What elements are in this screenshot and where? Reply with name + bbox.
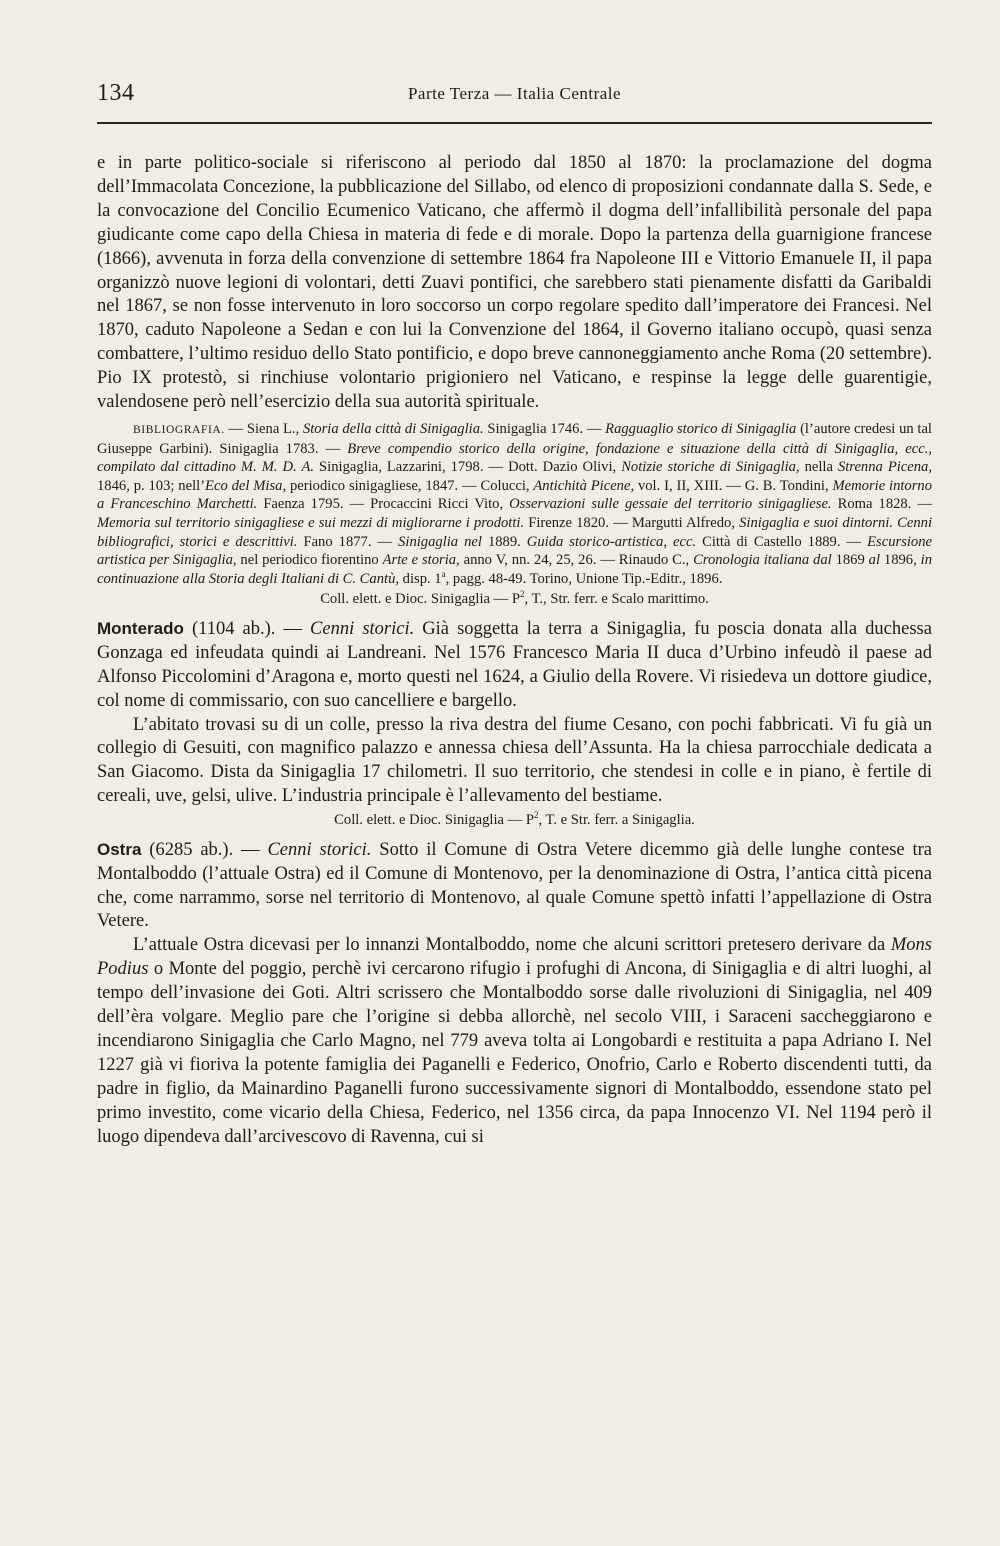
collegio-superscript: 2 xyxy=(520,589,525,600)
running-head: Parte Terza — Italia Centrale xyxy=(407,84,622,103)
paragraph-text: Già soggetta la terra a Sinigaglia, fu poscia donata alla duchessa Gonzaga ed infeudata quindi ai Landreani. Nel 1576 Francesco Maria II duca d’Urbino infeudò il paese ad Alfonso Piccolomini d’Aragona e, morto questi nel 1624, a Giulio della Rovere. Vi risiedeva un dottore giudice, col nome di commissario, con suo cancelliere e bargello. xyxy=(97,618,932,711)
collegio-line-sinigaglia xyxy=(97,590,932,609)
section-label: Cenni storici. xyxy=(267,839,372,860)
biblio-text: periodico sinigagliese, 1847. — Colucci, xyxy=(286,477,534,494)
biblio-title: al xyxy=(868,552,881,569)
biblio-text: nel periodico fiorentino xyxy=(236,552,383,569)
biblio-text: 1896, xyxy=(880,552,921,569)
biblio-text: vol. I, II, XIII. — G. B. Tondini, xyxy=(634,477,833,494)
biblio-text: 1889. xyxy=(481,533,527,550)
biblio-superscript: a xyxy=(441,568,446,579)
biblio-text: 1869 xyxy=(831,552,869,569)
latin-term: Mons Podius xyxy=(97,935,932,980)
section-label: Cenni storici. xyxy=(310,618,415,639)
biblio-title: Osservazioni sulle gessaie del territorio sinigagliese. xyxy=(509,496,832,513)
collegio-text: Coll. elett. e Dioc. Sinigaglia — P xyxy=(334,812,535,829)
biblio-text: Fano 1877. — xyxy=(297,533,399,550)
page-header xyxy=(97,80,932,110)
biblio-title: Guida storico-artistica, ecc. xyxy=(526,533,697,550)
collegio-line-monterado xyxy=(97,811,932,830)
biblio-title: in continuazione alla Storia degli Italiani di C. Cantù, xyxy=(97,552,932,587)
biblio-text: Sinigaglia 1746. — xyxy=(483,420,606,437)
entry-population: (1104 ab.). — xyxy=(183,618,311,639)
collegio-superscript: 2 xyxy=(534,810,539,821)
page-number: 134 xyxy=(97,80,135,106)
biblio-text: — Siena L., xyxy=(224,420,303,437)
ostra-paragraph-1 xyxy=(97,838,932,935)
entry-name-ostra: Ostra xyxy=(97,839,142,859)
biblio-title: Memoria sul territorio sinigagliese e sui mezzi di migliorarne i prodotti. xyxy=(97,514,525,531)
intro-paragraph: e in parte politico-sociale si riferiscono al periodo dal 1850 al 1870: la proclamazione del dogma dell’Immacolata Concezione, la pubblicazione del Sillabo, od elenco di proposizioni condannate dalla S. Sede, e la convocazione del Concilio Ecumenico Vaticano, che affermò il dogma dell’infallibilità personale del papa giudicante come capo della Chiesa in materia di fede e di morale. Dopo la partenza della guarnigione francese (1866), avvenuta in forza della convenzione di settembre 1864 fra Napoleone III e Vittorio Emanuele II, il papa organizzò nuove legioni di volontari, detti Zuavi pontifici, che sarebbero stati pienamente disfatti da Garibaldi nel 1867, se non fosse intervenuto in loro soccorso un corpo regolare spedito dall’imperatore dei Francesi. Nel 1870, caduto Napoleone a Sedan e con lui la Convenzione del 1864, il Governo italiano occupò, quasi senza combattere, l’ultimo residuo dello Stato pontificio, e dopo breve cannoneggiamento anche Roma (20 settembre). Pio IX protestò, si rinchiuse volontario prigioniero nel Vaticano, e respinse la legge delle guarentigie, valendosene però nell’esercizio della sua autorità spirituale. xyxy=(97,153,932,413)
monterado-paragraph-1 xyxy=(97,617,932,714)
biblio-title: Storia della città di Sinigaglia. xyxy=(302,420,484,437)
paragraph-text: Sotto il Comune di Ostra Vetere dicemmo già delle lunghe contese tra Montalboddo (l’attuale Ostra) ed il Comune di Montenovo, per la denominazione di Ostra, l’antica città picena che, come narrammo, sorse nel territorio di Montenovo, al quale Comune spettò infatti l’appellazione di Ostra Vetere. xyxy=(97,839,932,932)
bibliography-paragraph xyxy=(97,420,932,588)
collegio-text: , T., Str. ferr. e Scalo marittimo. xyxy=(524,591,709,608)
paragraph-text: o Monte del poggio, perchè ivi cercarono rifugio i profughi di Ancona, di Sinigaglia e di altri luoghi, al tempo dell’invasione dei Goti. Altri scrissero che Montalboddo sorse dalle rivoluzioni di Sinigaglia, nel 409 dell’èra volgare. Meglio pare che l’origine si debba allorchè, nel secolo VIII, i Saraceni saccheggiarono e incendiarono Sinigaglia che Carlo Magno, nel 779 aveva tolta ai Longobardi e restituita a papa Adriano I. Nel 1227 già vi fioriva la potente famiglia dei Paganelli e Federico, Onofrio, Carlo e Roberto discendenti tutti, da padre in figlio, da Mainardino Paganelli furono successivamente signori di Montalboddo, essendone stato pel primo investito, come vicario della Chiesa, Federico, nel 1356 circa, da papa Innocenzo VI. Nel 1194 però il luogo dipendeva dall’arcivescovo di Ravenna, cui si xyxy=(97,959,932,1147)
bibliography-label: BIBLIOGRAFIA. xyxy=(133,423,225,436)
entry-population: (6285 ab.). — xyxy=(141,839,268,860)
biblio-text: Città di Castello 1889. — xyxy=(696,533,868,550)
paragraph-text: L’attuale Ostra dicevasi per lo innanzi Montalboddo, nome che alcuni scrittori pretesero derivare da xyxy=(133,935,891,956)
biblio-text: , pagg. 48-49. Torino, Unione Tip.-Editr., 1896. xyxy=(445,570,723,587)
biblio-title: Sinigaglia e suoi dintorni. Cenni bibliografici, storici e descrittivi. xyxy=(97,514,932,550)
biblio-title: Escursione artistica per Sinigaglia, xyxy=(97,533,932,569)
entry-name-monterado: Monterado xyxy=(97,618,184,638)
biblio-text: (l’autore credesi un tal Giuseppe Garbini). Sinigaglia 1783. — xyxy=(97,420,932,457)
collegio-text: , T. e Str. ferr. a Sinigaglia. xyxy=(538,812,695,829)
biblio-title: Arte e storia, xyxy=(382,552,460,569)
biblio-text: anno V, nn. 24, 25, 26. — Rinaudo C., xyxy=(459,552,694,569)
monterado-paragraph-2: L’abitato trovasi su di un colle, presso la riva destra del fiume Cesano, con pochi fabbricati. Vi fu già un collegio di Gesuiti, con magnifico palazzo e annessa chiesa dell’Assunta. Ha la chiesa parrocchiale dedicata a San Giacomo. Dista da Sinigaglia 17 chilometri. Il suo territorio, che stendesi in colle e in piano, è fertile di cereali, uve, gelsi, ulive. L’industria principale è l’allevamento del bestiame. xyxy=(97,714,932,807)
body-text xyxy=(97,152,932,1150)
header-rule xyxy=(97,122,932,124)
biblio-title: Notizie storiche di Sinigaglia, xyxy=(621,459,800,476)
biblio-title: Breve compendio storico della origine, fondazione e situazione della città di Sinigaglia, ecc., compilato dal cittadino M. M. D. A. xyxy=(97,440,932,476)
biblio-title: Eco del Misa, xyxy=(205,477,287,494)
biblio-text: Faenza 1795. — Procaccini Ricci Vito, xyxy=(257,496,510,513)
biblio-text: Firenze 1820. — Margutti Alfredo, xyxy=(524,514,740,531)
biblio-title: Memorie intorno a Franceschino Marchetti. xyxy=(97,477,932,513)
biblio-title: Strenna Picena, xyxy=(837,459,932,476)
biblio-text: Roma 1828. — xyxy=(831,496,932,513)
collegio-text: Coll. elett. e Dioc. Sinigaglia — P xyxy=(320,591,521,608)
biblio-title: Ragguaglio storico di Sinigaglia xyxy=(605,420,797,437)
ostra-paragraph-2 xyxy=(97,934,932,1149)
biblio-text: disp. 1 xyxy=(399,570,442,587)
biblio-title: Antichità Picene, xyxy=(533,477,635,494)
biblio-title: Cronologia italiana dal xyxy=(693,552,832,569)
biblio-text: nella xyxy=(799,459,838,476)
biblio-text: 1846, p. 103; nell’ xyxy=(97,477,206,494)
biblio-title: Sinigaglia nel xyxy=(398,533,482,550)
biblio-text: Sinigaglia, Lazzarini, 1798. — Dott. Dazio Olivi, xyxy=(314,459,622,476)
